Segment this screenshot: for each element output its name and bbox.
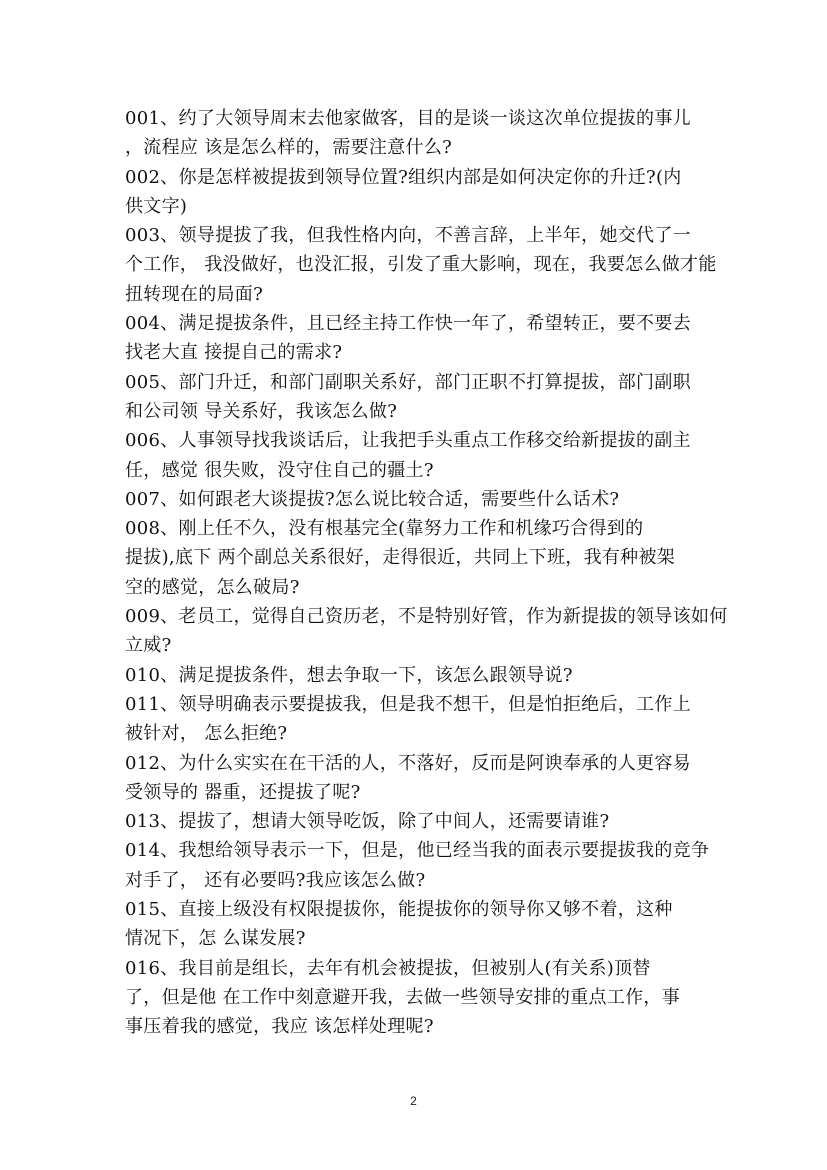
list-item [125,514,710,602]
item-line: 014、我想给领导表示一下，但是，他已经当我的面表示要提拔我的竞争 [125,840,710,862]
list-item [125,426,710,485]
list-item [125,368,710,427]
item-line: 001、约了大领导周末去他家做客，目的是谈一谈这次单位提拔的事儿 [125,108,691,129]
item-line: 008、刚上任不久，没有根基完全(靠努力工作和机缘巧合得到的 [125,518,644,540]
list-item [125,104,710,163]
item-line: 007、如何跟老大谈提拔?怎么说比较合适，需要些什么话术? [125,488,620,510]
item-line: 013、提拔了，想请大领导吃饭，除了中间人，还需要请谁? [125,811,610,833]
question-list [125,104,728,1042]
list-item [125,690,710,749]
item-line: 任，感觉 很失败，没守住自己的疆土? [125,459,434,481]
list-item [125,749,710,808]
list-item [125,485,710,514]
list-item [125,661,710,690]
item-line: 003、领导提拔了我，但我性格内向，不善言辞，上半年，她交代了一 [125,225,691,247]
item-line: 002、你是怎样被提拔到领导位置?组织内部是如何决定你的升迁?(内 [125,166,682,188]
item-line: ，流程应 该是怎么样的，需要注意什么? [125,137,453,159]
item-line: 015、直接上级没有权限提拔你，能提拔你的领导你又够不着，这种 [125,899,673,921]
item-line: 立威? [125,635,172,657]
item-line: 和公司领 导关系好，我该怎么做? [125,400,398,422]
item-line: 了，但是他 在工作中刻意避开我，去做一些领导安排的重点工作，事 [125,986,681,1008]
list-item [125,836,710,895]
item-line: 005、部门升迁，和部门副职关系好，部门正职不打算提拔，部门副职 [125,371,691,393]
item-line: 受领导的 器重，还提拔了呢? [125,781,361,803]
item-line: 004、满足提拔条件，且已经主持工作快一年了，希望转正，要不要去 [125,313,691,335]
item-line: 空的感觉，怎么破局? [125,576,300,598]
list-item [125,602,728,661]
item-line: 情况下，怎 么谋发展? [125,928,306,950]
item-line: 016、我目前是组长，去年有机会被提拔，但被别人(有关系)顶替 [125,957,651,979]
list-item [125,807,710,836]
item-line: 被针对， 怎么拒绝? [125,723,288,745]
item-line: 010、满足提拔条件，想去争取一下，该怎么跟领导说? [125,664,573,686]
item-line: 供文字) [125,195,188,217]
item-line: 009、老员工，觉得自己资历老，不是特别好管，作为新提拔的领导该如何 [125,606,728,628]
item-line: 个工作， 我没做好，也没汇报，引发了重大影响，现在，我要怎么做才能 [125,254,717,276]
item-line: 提拔),底下 两个副总关系很好，走得很近，共同上下班，我有种被架 [125,547,676,569]
item-line: 找老大直 接提自己的需求? [125,342,343,364]
list-item [125,163,710,222]
item-line: 011、领导明确表示要提拔我，但是我不想干，但是怕拒绝后，工作上 [125,693,691,715]
item-line: 事压着我的感觉，我应 该怎样处理呢? [125,1016,434,1038]
page-number: 2 [410,1094,417,1108]
item-line: 对手了， 还有必要吗?我应该怎么做? [125,869,426,891]
item-line: 012、为什么实实在在干活的人，不落好，反而是阿谀奉承的人更容易 [125,752,691,774]
list-item [125,309,710,368]
list-item [125,221,717,309]
item-line: 006、人事领导找我谈话后，让我把手头重点工作移交给新提拔的副主 [125,430,691,452]
list-item [125,895,710,954]
list-item [125,954,710,1042]
item-line: 扭转现在的局面? [125,283,264,305]
